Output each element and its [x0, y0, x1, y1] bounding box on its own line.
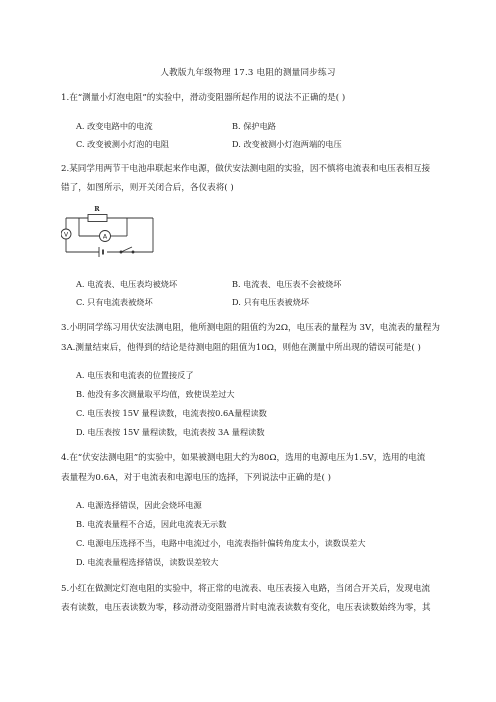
battery-symbol [99, 247, 103, 257]
question-5-stem-line2: 表有读数，电压表读数为零，移动滑动变阻器滑片时电流表读数有变化，电压表读数始终为零，其 [61, 603, 431, 613]
question-5-stem-line1: 5.小红在做测定灯泡电阻的实验中，将正常的电流表、电压表接入电路，当闭合开关后，发现电流 [61, 584, 431, 594]
q4-option-b: B. 电流表量程不合适，因此电流表无示数 [76, 519, 227, 529]
q1-option-c: C. 改变被测小灯泡的电阻 [76, 139, 170, 149]
question-4-stem-line1: 4.在“伏安法测电阻”的实验中，如果被测电阻大约为80Ω，选用的电源电压为1.5V，选用的电流 [61, 453, 426, 463]
q2-option-d: D. 只有电压表被烧坏 [232, 297, 309, 307]
resistor-symbol [88, 215, 107, 222]
ammeter-label: A [102, 233, 108, 241]
q3-option-c: C. 电压表按 15V 量程读数，电流表按0.6A量程读数 [76, 408, 267, 418]
question-3-stem-line2: 3A.测量结束后，他得到的结论是待测电阻的阻值为10Ω，则他在测量中所出现的错误可能是( ) [61, 343, 421, 353]
q4-option-c: C. 电源电压选择不当，电路中电流过小，电流表指针偏转角度太小，读数误差大 [76, 538, 366, 548]
q2-option-c: C. 只有电流表被烧坏 [76, 297, 153, 307]
resistor-label: R [94, 205, 100, 213]
q3-option-a: A. 电压表和电流表的位置接反了 [76, 370, 194, 380]
q4-option-a: A. 电源选择错误，因此会烧坏电源 [76, 500, 202, 510]
q1-option-a: A. 改变电路中的电流 [76, 121, 153, 131]
question-3-stem-line1: 3.小明同学练习用伏安法测电阻，他所测电阻的阻值约为2Ω，电压表的量程为 3V，电流表的量程为 [61, 323, 440, 333]
question-4-stem-line2: 表量程为0.6A，对于电流表和电源电压的选择，下列说法中正确的是( ) [61, 473, 331, 483]
q4-option-d: D. 电流表量程选择错误，读数误差较大 [76, 557, 219, 567]
circuit-diagram [61, 200, 161, 260]
q1-option-d: D. 改变被测小灯泡两端的电压 [232, 139, 342, 149]
question-2-stem-line2: 错了，如图所示，则开关闭合后，各仪表将( ) [61, 183, 234, 193]
question-2-stem-line1: 2.某同学用两节干电池串联起来作电源，做伏安法测电阻的实验，因不慎将电流表和电压表相互接 [61, 164, 431, 174]
page-title: 人教版九年级物理 17.3 电阻的测量同步练习 [160, 68, 336, 78]
question-1-stem: 1.在“测量小灯泡电阻”的实验中，滑动变阻器所起作用的说法不正确的是( ) [61, 93, 346, 103]
q1-option-b: B. 保护电路 [232, 121, 276, 131]
q3-option-b: B. 他没有多次测量取平均值，致使误差过大 [76, 389, 235, 399]
voltmeter-label: V [63, 231, 69, 239]
q2-option-a: A. 电流表、电压表均被烧坏 [76, 279, 178, 289]
q2-option-b: B. 电流表、电压表不会被烧坏 [232, 279, 342, 289]
q3-option-d: D. 电压表按 15V 量程读数，电流表按 3A 量程读数 [76, 427, 265, 437]
